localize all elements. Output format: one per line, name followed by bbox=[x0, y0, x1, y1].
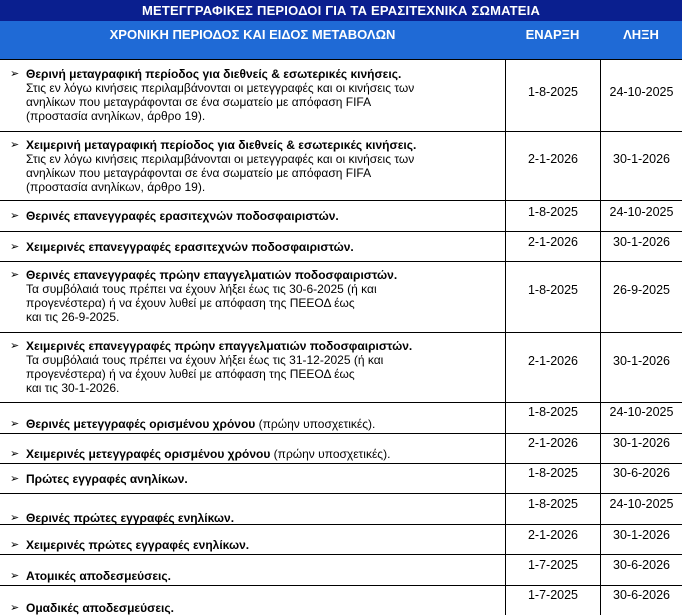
table-row bbox=[0, 261, 682, 332]
period-detail-line: ανηλίκων που μεταγράφονται σε ένα σωματείο με απόφαση FIFA bbox=[26, 95, 372, 109]
period-detail-line: (προστασία ανηλίκων, άρθρο 19). bbox=[26, 180, 206, 194]
table-row bbox=[0, 554, 682, 585]
start-date: 1-7-2025 bbox=[527, 558, 579, 572]
start-date: 2-1-2026 bbox=[527, 235, 579, 249]
start-date: 1-8-2025 bbox=[527, 497, 579, 511]
start-date: 1-7-2025 bbox=[527, 588, 579, 602]
start-date: 1-8-2025 bbox=[527, 466, 579, 480]
start-date: 1-8-2025 bbox=[527, 283, 579, 297]
start-cell bbox=[505, 464, 600, 493]
period-description bbox=[26, 240, 497, 254]
end-cell bbox=[600, 586, 682, 615]
end-cell bbox=[600, 494, 682, 524]
period-title: Χειμερινές μετεγγραφές ορισμένου χρόνου bbox=[26, 447, 271, 461]
period-cell bbox=[0, 403, 505, 433]
end-date: 30-6-2026 bbox=[613, 466, 670, 480]
end-cell bbox=[600, 434, 682, 463]
period-detail-line: και τις 30-1-2026. bbox=[26, 381, 120, 395]
start-cell bbox=[505, 132, 600, 200]
end-cell bbox=[600, 132, 682, 200]
end-cell bbox=[600, 555, 682, 585]
start-cell bbox=[505, 525, 600, 554]
arrow-bullet-icon: ➢ bbox=[10, 539, 20, 551]
start-cell bbox=[505, 60, 600, 131]
period-detail-line: προγενέστερα) ή να έχουν λυθεί με απόφαση της ΠΕΕΟΔ έως bbox=[26, 367, 355, 381]
period-cell bbox=[0, 525, 505, 554]
end-cell bbox=[600, 262, 682, 332]
period-cell bbox=[0, 555, 505, 585]
arrow-bullet-icon: ➢ bbox=[10, 269, 20, 281]
header-period: ΧΡΟΝΙΚΗ ΠΕΡΙΟΔΟΣ ΚΑΙ ΕΙΔΟΣ ΜΕΤΑΒΟΛΩΝ bbox=[109, 27, 396, 42]
period-cell bbox=[0, 494, 505, 524]
start-date: 2-1-2026 bbox=[527, 436, 579, 450]
table-row bbox=[0, 463, 682, 493]
end-date: 26-9-2025 bbox=[613, 283, 670, 297]
period-detail-line: ανηλίκων που μεταγράφονται σε ένα σωματείο με απόφαση FIFA bbox=[26, 166, 372, 180]
period-description bbox=[26, 268, 497, 324]
start-cell bbox=[505, 262, 600, 332]
start-cell bbox=[505, 555, 600, 585]
end-cell bbox=[600, 201, 682, 231]
end-date: 30-6-2026 bbox=[613, 558, 670, 572]
period-title: Χειμερινές πρώτες εγγραφές ενηλίκων. bbox=[26, 538, 250, 552]
end-date: 30-1-2026 bbox=[613, 235, 670, 249]
table-row bbox=[0, 59, 682, 131]
start-cell bbox=[505, 403, 600, 433]
table-row bbox=[0, 402, 682, 433]
period-description bbox=[26, 538, 497, 552]
header-start: ΕΝΑΡΞΗ bbox=[525, 27, 580, 42]
period-cell bbox=[0, 60, 505, 131]
period-cell bbox=[0, 232, 505, 261]
arrow-bullet-icon: ➢ bbox=[10, 210, 20, 222]
end-date: 30-1-2026 bbox=[613, 436, 670, 450]
period-description bbox=[26, 138, 497, 194]
period-title: Χειμερινές επανεγγραφές ερασιτεχνών ποδοσφαιριστών. bbox=[26, 240, 354, 254]
end-cell bbox=[600, 403, 682, 433]
period-detail-line: και τις 26-9-2025. bbox=[26, 310, 120, 324]
period-description bbox=[26, 339, 497, 395]
arrow-bullet-icon: ➢ bbox=[10, 602, 20, 614]
period-title: Πρώτες εγγραφές ανηλίκων. bbox=[26, 472, 188, 486]
end-date: 30-6-2026 bbox=[613, 588, 670, 602]
arrow-bullet-icon: ➢ bbox=[10, 570, 20, 582]
start-date: 1-8-2025 bbox=[527, 205, 579, 219]
table-row bbox=[0, 493, 682, 524]
table-header bbox=[0, 21, 682, 59]
start-cell bbox=[505, 232, 600, 261]
period-cell bbox=[0, 434, 505, 463]
start-date: 2-1-2026 bbox=[527, 528, 579, 542]
table-row bbox=[0, 585, 682, 615]
period-title: Θερινές επανεγγραφές ερασιτεχνών ποδοσφαιριστών. bbox=[26, 209, 339, 223]
start-cell bbox=[505, 333, 600, 402]
period-description bbox=[26, 511, 497, 525]
table-row bbox=[0, 524, 682, 554]
arrow-bullet-icon: ➢ bbox=[10, 418, 20, 430]
end-cell bbox=[600, 60, 682, 131]
period-description bbox=[26, 67, 497, 123]
end-date: 24-10-2025 bbox=[609, 405, 674, 419]
arrow-bullet-icon: ➢ bbox=[10, 68, 20, 80]
period-cell bbox=[0, 464, 505, 493]
period-note: (πρώην υποσχετικές). bbox=[255, 417, 376, 431]
header-end: ΛΗΞΗ bbox=[623, 27, 659, 42]
start-date: 2-1-2026 bbox=[527, 152, 579, 166]
period-description bbox=[26, 569, 497, 583]
period-title: Θερινές μετεγγραφές ορισμένου χρόνου bbox=[26, 417, 256, 431]
start-cell bbox=[505, 586, 600, 615]
period-detail-line: (προστασία ανηλίκων, άρθρο 19). bbox=[26, 109, 206, 123]
document-title: ΜΕΤΕΓΓΡΑΦΙΚΕΣ ΠΕΡΙΟΔΟΙ ΓΙΑ ΤΑ ΕΡΑΣΙΤΕΧΝΙΚΑ ΣΩΜΑΤΕΙΑ bbox=[0, 0, 682, 21]
start-cell bbox=[505, 434, 600, 463]
period-detail-line: Τα συμβόλαιά τους πρέπει να έχουν λήξει έως τις 30-6-2025 (ή και bbox=[26, 282, 377, 296]
period-cell bbox=[0, 201, 505, 231]
period-cell bbox=[0, 132, 505, 200]
end-date: 24-10-2025 bbox=[609, 497, 674, 511]
period-title: Θερινές επανεγγραφές πρώην επαγγελματιών ποδοσφαιριστών. bbox=[26, 268, 398, 282]
arrow-bullet-icon: ➢ bbox=[10, 139, 20, 151]
arrow-bullet-icon: ➢ bbox=[10, 340, 20, 352]
arrow-bullet-icon: ➢ bbox=[10, 448, 20, 460]
period-description bbox=[26, 209, 497, 223]
period-title: Θερινή μεταγραφική περίοδος για διεθνείς & εσωτερικές κινήσεις. bbox=[26, 67, 402, 81]
period-description bbox=[26, 447, 497, 461]
end-cell bbox=[600, 464, 682, 493]
table-row bbox=[0, 131, 682, 200]
period-cell bbox=[0, 262, 505, 332]
period-cell bbox=[0, 333, 505, 402]
start-date: 1-8-2025 bbox=[527, 405, 579, 419]
arrow-bullet-icon: ➢ bbox=[10, 473, 20, 485]
end-cell bbox=[600, 525, 682, 554]
period-description bbox=[26, 601, 497, 615]
arrow-bullet-icon: ➢ bbox=[10, 512, 20, 524]
period-detail-line: προγενέστερα) ή να έχουν λυθεί με απόφαση της ΠΕΕΟΔ έως bbox=[26, 296, 355, 310]
table-row bbox=[0, 433, 682, 463]
arrow-bullet-icon: ➢ bbox=[10, 241, 20, 253]
end-date: 24-10-2025 bbox=[609, 85, 674, 99]
table-row bbox=[0, 231, 682, 261]
period-title: Χειμερινές επανεγγραφές πρώην επαγγελματιών ποδοσφαιριστών. bbox=[26, 339, 413, 353]
period-description bbox=[26, 472, 497, 486]
end-cell bbox=[600, 333, 682, 402]
end-date: 24-10-2025 bbox=[609, 205, 674, 219]
end-date: 30-1-2026 bbox=[613, 354, 670, 368]
period-title: Θερινές πρώτες εγγραφές ενηλίκων. bbox=[26, 511, 235, 525]
period-note: (πρώην υποσχετικές). bbox=[270, 447, 391, 461]
start-date: 1-8-2025 bbox=[527, 85, 579, 99]
period-cell bbox=[0, 586, 505, 615]
end-date: 30-1-2026 bbox=[613, 528, 670, 542]
period-title: Χειμερινή μεταγραφική περίοδος για διεθνείς & εσωτερικές κινήσεις. bbox=[26, 138, 417, 152]
period-title: Ατομικές αποδεσμεύσεις. bbox=[26, 569, 171, 583]
period-title: Ομαδικές αποδεσμεύσεις. bbox=[26, 601, 174, 615]
period-description bbox=[26, 417, 497, 431]
period-detail-line: Στις εν λόγω κινήσεις περιλαμβάνονται οι μετεγγραφές και οι κινήσεις των bbox=[26, 152, 415, 166]
table-row bbox=[0, 200, 682, 231]
start-cell bbox=[505, 494, 600, 524]
period-detail-line: Τα συμβόλαιά τους πρέπει να έχουν λήξει έως τις 31-12-2025 (ή και bbox=[26, 353, 384, 367]
period-detail-line: Στις εν λόγω κινήσεις περιλαμβάνονται οι μετεγγραφές και οι κινήσεις των bbox=[26, 81, 415, 95]
start-date: 2-1-2026 bbox=[527, 354, 579, 368]
start-cell bbox=[505, 201, 600, 231]
end-cell bbox=[600, 232, 682, 261]
end-date: 30-1-2026 bbox=[613, 152, 670, 166]
table-row bbox=[0, 332, 682, 402]
